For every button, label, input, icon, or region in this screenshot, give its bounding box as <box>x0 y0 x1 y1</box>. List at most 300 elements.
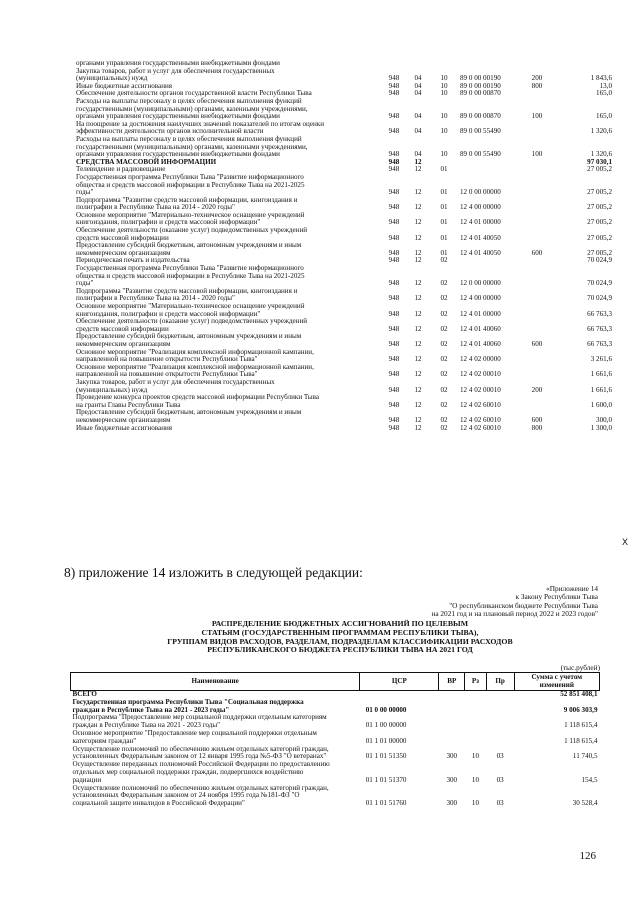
row-code-target <box>456 166 524 174</box>
row-code-target <box>456 265 524 273</box>
row-code-section: 12 <box>414 324 422 333</box>
row-code-target: 12 4 02 00010 <box>460 385 501 394</box>
row-code-subsection: 02 <box>440 385 448 394</box>
row-code-adm: 948 <box>388 89 400 98</box>
row-code-type: 100 <box>531 150 543 159</box>
title-line: РЕСПУБЛИКАНСКОГО БЮДЖЕТА РЕСПУБЛИКИ ТЫВА НА 2021 ГОД <box>207 645 473 655</box>
row-code-target <box>456 159 524 167</box>
row-rz <box>465 738 487 746</box>
row-code-adm: 948 <box>388 112 400 121</box>
row-code-subsection: 02 <box>440 415 448 424</box>
row-code-subsection: 02 <box>440 294 448 303</box>
row-amount <box>550 174 612 182</box>
allocation-table-body <box>71 691 600 808</box>
row-name: Предоставление субсидий бюджетным, автономным учреждениям и иным <box>76 332 302 341</box>
row-amount: 300,0 <box>596 415 612 424</box>
row-vr: 300 <box>446 752 458 761</box>
col-header-name: Наименование <box>71 673 360 691</box>
row-name: Государственная программа Республики Тыва "Развитие информационного <box>76 264 304 273</box>
row-code-type <box>524 227 550 235</box>
row-name: (муниципальных) нужд <box>76 74 148 83</box>
row-amount: 27 005,2 <box>587 248 612 257</box>
row-code-subsection: 01 <box>440 203 448 212</box>
row-code-target: 89 0 00 55490 <box>460 127 501 136</box>
row-code-type <box>524 265 550 273</box>
row-code-type <box>524 280 550 288</box>
row-code-adm: 948 <box>388 150 400 159</box>
row-vr: 300 <box>446 775 458 784</box>
row-code-section: 12 <box>414 423 422 432</box>
row-amount: 97 030,1 <box>587 157 612 166</box>
row-code-subsection: 10 <box>440 112 448 121</box>
row-code-section: 12 <box>414 279 422 288</box>
row-code-type <box>524 311 550 319</box>
row-code-type <box>524 128 550 136</box>
row-amount: 27 005,2 <box>587 203 612 212</box>
row-code-section: 12 <box>414 370 422 379</box>
row-name: книгоиздания, полиграфии и средств массовой информации" <box>76 309 261 318</box>
row-code-type <box>524 98 550 106</box>
row-amount: 1 661,6 <box>590 370 612 379</box>
row-name: государственными (муниципальными) органами, казенными учреждениями, <box>76 142 308 151</box>
row-code-type: 100 <box>531 112 543 121</box>
allocation-table <box>70 672 600 808</box>
row-code-subsection <box>432 174 456 182</box>
table-row <box>71 800 600 808</box>
row-name: СРЕДСТВА МАССОВОЙ ИНФОРМАЦИИ <box>76 157 217 166</box>
row-code-type: 800 <box>531 423 543 432</box>
row-pr <box>486 707 514 715</box>
row-name: Осуществление переданных полномочий Российской Федерации по предоставлению <box>72 760 330 769</box>
row-code-adm: 948 <box>388 370 400 379</box>
row-code-type <box>524 182 550 190</box>
row-code-section: 12 <box>414 233 422 242</box>
row-pr: 03 <box>496 775 504 784</box>
row-name: направленной на повышение открытости Республики Тыва" <box>76 355 258 364</box>
row-code-target: 12 0 00 00000 <box>460 279 501 288</box>
row-code-subsection: 10 <box>440 150 448 159</box>
row-name: эффективности деятельности органов исполнительной власти <box>76 127 264 136</box>
row-code-target: 12 0 00 00000 <box>460 188 501 197</box>
row-csr: 01 1 00 00000 <box>365 721 407 730</box>
row-code-target <box>456 98 524 106</box>
row-amount: 27 005,2 <box>587 165 612 174</box>
row-name: Основное мероприятие "Реализация комплексной информационной кампании, <box>76 362 314 371</box>
row-vr <box>439 714 465 722</box>
annex-line: к Закону Республики Тыва <box>515 592 598 602</box>
row-code-section <box>404 136 432 144</box>
row-code-subsection: 01 <box>440 188 448 197</box>
row-amount: 1 300,0 <box>590 423 612 432</box>
annex-header <box>431 585 598 618</box>
row-name: Телевидение и радиовещание <box>76 165 166 174</box>
row-code-target: 89 0 00 00870 <box>460 112 501 121</box>
row-code-type <box>524 394 550 402</box>
continuation-table <box>76 60 612 432</box>
row-code-section: 04 <box>414 89 422 98</box>
row-code-adm: 948 <box>388 256 400 265</box>
row-name: отдельных мер социальной поддержки граждан, подвергшихся воздействию <box>72 767 304 776</box>
row-name: общества и средств массовой информации в Республике Тыва на 2021-2025 <box>76 271 305 280</box>
row-amount: 1 843,6 <box>590 74 612 83</box>
title-line: ГРУППАМ ВИДОВ РАСХОДОВ, РАЗДЕЛАМ, ПОДРАЗДЕЛАМ КЛАССИФИКАЦИИ РАСХОДОВ <box>167 636 513 646</box>
col-header-vr: ВР <box>439 673 465 691</box>
col-header-pr: Пр <box>486 673 514 691</box>
row-sum: 30 528,4 <box>572 799 598 808</box>
row-name: органами управления государственными внебюджетными фондами <box>76 150 280 159</box>
row-code-section: 04 <box>414 127 422 136</box>
row-code-type <box>524 121 550 129</box>
row-code-type <box>524 318 550 326</box>
row-amount <box>550 136 612 144</box>
row-code-subsection: 02 <box>440 423 448 432</box>
row-code-subsection: 10 <box>440 81 448 90</box>
row-name: установленных Федеральным законом от 24 ноября 1995 года №181-ФЗ "О <box>72 791 300 800</box>
row-code-type: 600 <box>531 415 543 424</box>
row-code-target: 12 4 01 00000 <box>460 218 501 227</box>
row-code-section: 12 <box>414 415 422 424</box>
row-code-section: 12 <box>414 157 422 166</box>
row-code-adm: 948 <box>388 324 400 333</box>
title-line: РАСПРЕДЕЛЕНИЕ БЮДЖЕТНЫХ АССИГНОВАНИЙ ПО ЦЕЛЕВЫМ <box>211 619 469 628</box>
row-code-adm: 948 <box>388 423 400 432</box>
row-code-target: 12 4 02 60010 <box>460 423 501 432</box>
row-sum <box>514 785 599 793</box>
row-amount: 66 763,3 <box>587 324 612 333</box>
row-code-subsection: 02 <box>440 256 448 265</box>
row-name: Периодическая печать и издательства <box>76 256 190 265</box>
row-name: средств массовой информации <box>76 324 169 333</box>
row-amount <box>550 265 612 273</box>
row-code-subsection: 02 <box>440 279 448 288</box>
row-pr <box>486 722 514 730</box>
row-name: некоммерческим организациям <box>76 339 171 348</box>
row-code-section: 12 <box>414 385 422 394</box>
row-name: Предоставление субсидий бюджетным, автономным учреждениям и иным <box>76 241 302 250</box>
row-code-adm: 948 <box>388 74 400 83</box>
row-csr: 01 0 00 00000 <box>365 705 407 714</box>
row-amount <box>550 60 612 68</box>
row-code-subsection: 01 <box>440 218 448 227</box>
row-code-adm <box>384 60 404 68</box>
row-csr: 01 1 01 51760 <box>365 799 407 808</box>
row-vr <box>439 761 465 769</box>
row-amount: 66 763,3 <box>587 309 612 318</box>
row-code-type <box>524 166 550 174</box>
row-code-type <box>524 364 550 372</box>
row-amount: 3 261,6 <box>590 355 612 364</box>
row-name: ВСЕГО <box>72 690 97 698</box>
row-code-type <box>524 204 550 212</box>
row-vr <box>439 691 465 699</box>
row-amount: 165,0 <box>596 89 612 98</box>
row-name: Предоставление субсидий бюджетным, автономным учреждениям и иным <box>76 408 302 417</box>
row-name: некоммерческим организациям <box>76 415 171 424</box>
row-code-section <box>404 265 432 273</box>
row-name: Обеспечение деятельности органов государственной власти Республики Тыва <box>76 89 312 98</box>
row-code-section: 12 <box>414 294 422 303</box>
row-vr <box>439 707 465 715</box>
row-name: Основное мероприятие "Материально-техническое оснащение учреждений <box>76 302 305 310</box>
row-code-section: 04 <box>414 150 422 159</box>
row-name: полиграфии в Республике Тыва на 2014 - 2020 годы" <box>76 294 235 303</box>
row-pr <box>486 730 514 738</box>
row-name: категориям граждан" <box>72 736 137 745</box>
row-name: Обеспечение деятельности (оказание услуг) подведомственных учреждений <box>76 226 308 235</box>
row-code-type <box>524 60 550 68</box>
row-code-section: 04 <box>414 74 422 83</box>
row-sum: 9 006 303,9 <box>563 705 598 714</box>
row-code-target <box>456 60 524 68</box>
row-code-adm: 948 <box>388 309 400 318</box>
row-csr: 01 1 01 51370 <box>365 775 407 784</box>
row-name: Обеспечение деятельности (оказание услуг) подведомственных учреждений <box>76 317 308 326</box>
row-code-target: 12 4 01 40050 <box>460 248 501 257</box>
row-code-adm: 948 <box>388 233 400 242</box>
row-code-type <box>524 356 550 364</box>
row-rz: 10 <box>471 752 479 761</box>
row-code-subsection <box>432 136 456 144</box>
row-amount: 1 600,0 <box>590 400 612 409</box>
row-sum: 154,5 <box>581 775 598 784</box>
row-code-section: 12 <box>414 256 422 265</box>
row-code-section: 12 <box>414 218 422 227</box>
row-code-section <box>404 98 432 106</box>
table-row <box>71 769 600 777</box>
row-code-subsection: 10 <box>440 127 448 136</box>
row-code-adm: 948 <box>388 157 400 166</box>
row-sum: 1 118 615,4 <box>564 736 598 745</box>
row-code-subsection <box>432 98 456 106</box>
col-header-sum: Сумма с учетом изменений <box>514 673 599 691</box>
annex-line: «Приложение 14 <box>546 584 598 593</box>
table-row <box>71 730 600 738</box>
row-code-type <box>524 326 550 334</box>
row-code-target: 12 4 00 00000 <box>460 294 501 303</box>
row-code-adm: 948 <box>388 127 400 136</box>
row-code-subsection <box>432 265 456 273</box>
row-code-type <box>524 303 550 311</box>
row-code-adm: 948 <box>388 400 400 409</box>
row-code-target: 12 4 01 40050 <box>460 233 501 242</box>
margin-mark: X <box>622 537 629 547</box>
row-csr <box>360 691 439 699</box>
row-code-type <box>524 212 550 220</box>
row-name: Иные бюджетные ассигнования <box>76 423 173 432</box>
row-name: Государственная программа Республики Тыва "Социальная поддержка <box>72 697 304 706</box>
row-code-type <box>524 349 550 357</box>
row-code-subsection: 01 <box>440 248 448 257</box>
row-code-type <box>524 288 550 296</box>
row-name: социальной защите инвалидов в Российской Федерации" <box>72 799 245 808</box>
row-code-section: 12 <box>414 339 422 348</box>
row-code-type <box>524 219 550 227</box>
row-code-type <box>524 273 550 281</box>
table-header-row <box>71 673 600 691</box>
row-code-target <box>456 257 524 265</box>
row-code-target <box>456 136 524 144</box>
row-sum: 11 740,5 <box>572 752 598 761</box>
row-code-target: 89 0 00 00190 <box>460 74 501 83</box>
row-rz: 10 <box>471 799 479 808</box>
row-name: годы" <box>76 279 94 288</box>
row-code-type <box>524 197 550 205</box>
row-sum: 1 118 615,4 <box>564 721 598 730</box>
row-code-adm: 948 <box>388 339 400 348</box>
row-name: общества и средств массовой информации в Республике Тыва на 2021-2025 <box>76 180 305 189</box>
row-code-subsection: 02 <box>440 324 448 333</box>
row-rz <box>465 707 487 715</box>
row-csr <box>360 785 439 793</box>
row-pr <box>486 738 514 746</box>
row-code-section: 04 <box>414 81 422 90</box>
row-code-adm: 948 <box>388 355 400 364</box>
row-rz <box>465 699 487 707</box>
row-code-type: 600 <box>531 248 543 257</box>
row-code-type <box>524 371 550 379</box>
row-code-type <box>524 402 550 410</box>
row-sum <box>514 761 599 769</box>
table-row <box>76 273 612 281</box>
row-code-target: 89 0 00 00870 <box>460 89 501 98</box>
row-name: Закупка товаров, работ и услуг для обеспечения государственных <box>76 377 275 386</box>
row-code-adm <box>384 98 404 106</box>
row-name: книгоиздания, полиграфии и средств массовой информации" <box>76 218 261 227</box>
row-code-section: 12 <box>414 248 422 257</box>
row-rz <box>465 785 487 793</box>
title-line: СТАТЬЯМ (ГОСУДАРСТВЕННЫМ ПРОГРАММАМ РЕСПУБЛИКИ ТЫВА), <box>201 627 479 637</box>
row-name: Закупка товаров, работ и услуг для обеспечения государственных <box>76 66 275 75</box>
row-code-adm: 948 <box>388 294 400 303</box>
row-code-adm: 948 <box>388 385 400 394</box>
row-code-target: 12 4 01 00000 <box>460 309 501 318</box>
row-code-subsection: 01 <box>440 233 448 242</box>
row-name: Подпрограмма "Развитие средств массовой информации, книгоиздания и <box>76 286 298 295</box>
row-name: Основное мероприятие "Реализация комплексной информационной кампании, <box>76 347 314 356</box>
row-code-adm: 948 <box>388 165 400 174</box>
row-code-section: 12 <box>414 355 422 364</box>
row-name: государственными (муниципальными) органами, казенными учреждениями, <box>76 104 308 113</box>
document-title <box>90 620 590 655</box>
row-name: радиации <box>72 775 102 784</box>
row-code-type <box>524 159 550 167</box>
row-pr <box>486 714 514 722</box>
row-code-target: 12 4 01 40060 <box>460 339 501 348</box>
row-code-section: 12 <box>414 309 422 318</box>
row-code-section: 04 <box>414 112 422 121</box>
row-amount: 1 320,6 <box>590 127 612 136</box>
row-csr <box>360 761 439 769</box>
row-code-subsection <box>432 60 456 68</box>
row-code-target: 12 4 02 00000 <box>460 355 501 364</box>
row-name: Основное мероприятие "Предоставление мер социальной поддержки отдельным <box>72 728 317 737</box>
row-pr <box>486 761 514 769</box>
row-amount: 165,0 <box>596 112 612 121</box>
row-code-type <box>524 174 550 182</box>
row-code-type <box>524 90 550 98</box>
row-rz <box>465 722 487 730</box>
row-name: Подпрограмма "Развитие средств массовой информации, книгоиздания и <box>76 195 298 204</box>
row-code-type <box>524 257 550 265</box>
row-vr <box>439 722 465 730</box>
row-name: Осуществление полномочий по обеспечению жильем отдельных категорий граждан, <box>72 744 329 753</box>
row-code-section <box>404 174 432 182</box>
row-code-target: 12 4 00 00000 <box>460 203 501 212</box>
row-pr <box>486 691 514 699</box>
row-vr <box>439 738 465 746</box>
row-rz <box>465 730 487 738</box>
row-amount <box>550 98 612 106</box>
units-note: (тыс.рублей) <box>560 663 600 672</box>
row-amount: 13,0 <box>599 81 612 90</box>
row-pr <box>486 785 514 793</box>
table-row <box>76 425 612 433</box>
row-csr: 01 1 01 51350 <box>365 752 407 761</box>
row-code-section: 12 <box>414 400 422 409</box>
row-code-target: 89 0 00 55490 <box>460 150 501 159</box>
row-amount: 66 763,3 <box>587 339 612 348</box>
row-code-section: 12 <box>414 188 422 197</box>
row-code-subsection: 01 <box>440 165 448 174</box>
row-code-target: 12 4 02 60010 <box>460 400 501 409</box>
row-code-section: 12 <box>414 165 422 174</box>
row-code-type: 600 <box>531 339 543 348</box>
row-csr: 01 1 01 00000 <box>365 736 407 745</box>
row-code-adm: 948 <box>388 203 400 212</box>
row-code-type <box>524 136 550 144</box>
row-code-type <box>524 295 550 303</box>
row-name: Проведение конкурса проектов средств массовой информации Республики Тыва <box>76 393 320 402</box>
row-amount: 70 024,9 <box>587 294 612 303</box>
row-amount: 70 024,9 <box>587 256 612 265</box>
row-pr <box>486 699 514 707</box>
row-code-subsection: 10 <box>440 89 448 98</box>
page-number: 126 <box>579 850 596 862</box>
row-rz <box>465 691 487 699</box>
row-code-adm <box>384 174 404 182</box>
item-heading: 8) приложение 14 изложить в следующей редакции: <box>64 565 363 580</box>
row-name: Основное мероприятие "Материально-техническое оснащение учреждений <box>76 210 305 219</box>
row-amount: 27 005,2 <box>587 233 612 242</box>
row-name: органами управления государственными внебюджетными фондами <box>76 59 280 67</box>
row-name: полиграфии в Республике Тыва на 2014 - 2020 годы" <box>76 203 235 212</box>
row-name: на гранты Главы Республики Тыва <box>76 400 181 409</box>
row-name: (муниципальных) нужд <box>76 385 148 394</box>
row-code-type: 200 <box>531 385 543 394</box>
col-header-csr: ЦСР <box>360 673 439 691</box>
row-amount: 1 320,6 <box>590 150 612 159</box>
row-code-type: 800 <box>531 81 543 90</box>
annex-line: "О республиканском бюджете Республики Тыва <box>449 600 598 610</box>
row-code-subsection: 02 <box>440 339 448 348</box>
row-code-type: 200 <box>531 74 543 83</box>
row-pr: 03 <box>496 799 504 808</box>
row-rz: 10 <box>471 775 479 784</box>
row-code-adm: 948 <box>388 188 400 197</box>
row-name: На поощрение за достижения наилучших значений показателей по итогам оценки <box>76 119 325 128</box>
row-amount: 70 024,9 <box>587 279 612 288</box>
row-rz <box>465 714 487 722</box>
row-sum: 52 851 408,1 <box>560 690 598 698</box>
row-amount: 27 005,2 <box>587 218 612 227</box>
row-rz <box>465 761 487 769</box>
row-pr: 03 <box>496 752 504 761</box>
row-name: некоммерческим организациям <box>76 248 171 257</box>
row-name: установленных Федеральным законом от 12 января 1995 года №5-ФЗ "О ветеранах" <box>72 752 327 761</box>
row-code-adm: 948 <box>388 279 400 288</box>
continuation-table-body <box>76 60 612 432</box>
row-amount: 27 005,2 <box>587 188 612 197</box>
